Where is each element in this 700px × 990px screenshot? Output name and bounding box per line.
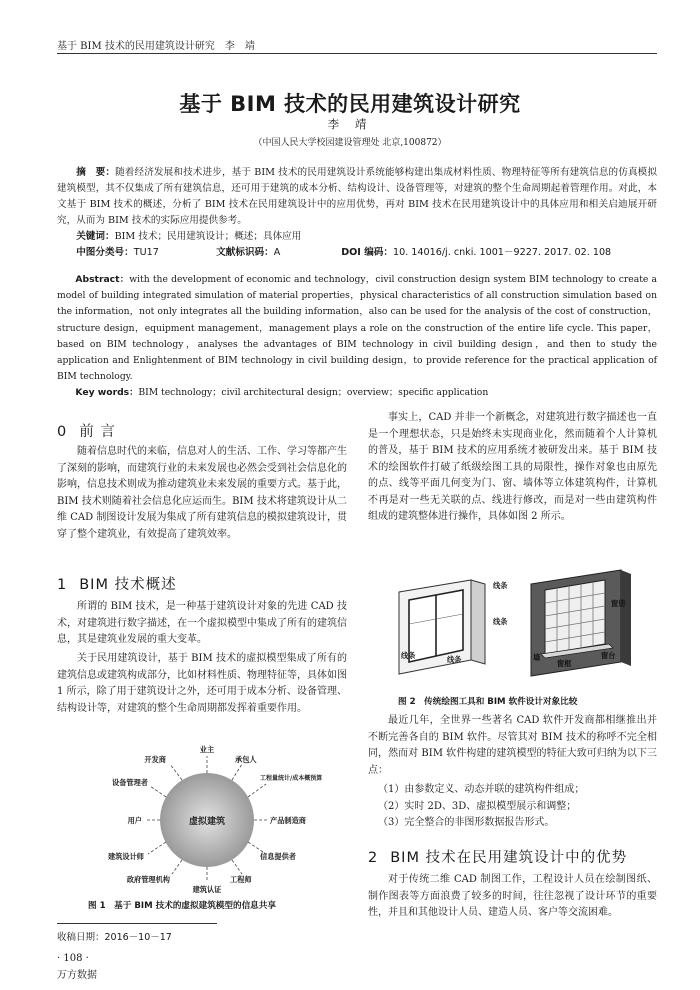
right-paragraph-1: 事实上，CAD 并非一个新概念，对建筑进行数字描述也一直是一个理想状态，只是始终未实现商业化，然而随着个人计算机的普及，基于 BIM 技术的应用系统才被研发出来。基于 BIM 技术的绘图软件打破了纸级绘图工具的局限性，操作对象也由原先的点、线等平面几何变为门、窗、墙体等立体建筑构件，计算机不再是对一些无关联的点、线进行修改，而是对一些由建筑构件组成的建筑整体进行操作，具体如图 2 所示。	[368, 412, 657, 522]
fig2-label-window-sash: 窗册	[611, 599, 626, 608]
fig2-label-wall: 墙	[533, 653, 541, 662]
feature-list	[368, 782, 667, 832]
feature-list-item-2: （2）实时 2D、3D、虚拟模型展示和调整；	[378, 800, 577, 812]
keywords-en-label: Key words：	[75, 387, 139, 399]
page-number: · 108 ·	[57, 953, 89, 964]
section-2-title: BIM 技术在民用建筑设计中的优势	[390, 850, 628, 866]
node-facility-manager: 设备管理者	[112, 778, 148, 787]
figure-2-caption: 图 2 传统绘图工具和 BIM 软件设计对象比较	[398, 697, 578, 707]
node-architect: 建筑设计师	[108, 852, 144, 861]
keywords-en: BIM technology；civil architectural design；overview；specific application	[138, 387, 489, 399]
keywords-cn: BIM 技术；民用建筑设计；概述；具体应用	[114, 231, 302, 242]
section-0-paragraph: 随着信息时代的来临，信息对人的生活、工作、学习等都产生了深刻的影响，而建筑行业的未来发展也必然会受到社会信息化的影响，信息技术则成为推动建筑业未来发展的重要方式。基于此，BIM 技术则随着社会信息化应运而生。BIM 技术将建筑设计从二维 CAD 制图设计发展为集成了所有建筑信息的模拟建筑设计，贯穿了整个建筑业，有效提高了建筑效率。	[57, 446, 347, 540]
node-manufacturer: 产品制造商	[270, 816, 306, 825]
fig2-label-line-3: 线条	[401, 651, 416, 660]
section-1-title: BIM 技术概述	[79, 577, 177, 593]
section-1-paragraph-1: 所谓的 BIM 技术，是一种基于建筑设计对象的先进 CAD 技术，对建筑进行数字描述，在一个虚拟模型中集成了所有的建筑信息，其是建筑业发展的重大变革。	[57, 601, 347, 645]
node-user: 用户	[127, 816, 142, 825]
bim-wall-object	[531, 570, 631, 676]
doi-value: 10. 14016/j. cnki. 1001－9227. 2017. 02. 108	[393, 247, 612, 258]
fig2-label-line-4: 线条	[447, 655, 462, 664]
section-0-heading	[57, 420, 347, 441]
feature-list-item-1: （1）由参数定义、动态并联的建筑构件组成；	[378, 784, 585, 795]
figure-1-center-label: 虚拟建筑	[188, 817, 226, 827]
abstract-cn	[57, 165, 657, 261]
feature-list-item-3: （3）完全整合的非图形数据报告形式。	[378, 817, 555, 828]
abstract-en-text: with the development of economic and technology，civil construction design system BIM technology to create a model of building integrated simulation of material properties，physical characteristics of all construction simulation based on the information，not only integrates all the building information，also can be used for the analysis of the cost of construction，structure design，equipment management，management plays a role on the construction of the entire life cycle. This paper，based on BIM technology，analyses the advantages of BIM technology in civil building design，and then to study the application and Enlightenment of BIM technology in civil building design，to provide reference for the practical application of BIM technology.	[57, 274, 657, 383]
node-contractor: 承包人	[235, 755, 257, 764]
keywords-cn-label: 关键词：	[76, 231, 115, 242]
fig2-label-line-1: 线条	[493, 581, 508, 590]
abstract-en	[57, 272, 657, 402]
section-0-title: 前 言	[79, 424, 116, 440]
clc-value: TU17	[133, 247, 159, 258]
author: 李 靖	[327, 117, 373, 131]
section-2-number: 2	[368, 850, 379, 866]
node-certification: 建筑认证	[192, 885, 222, 894]
fig2-label-window-frame: 窗框	[557, 659, 572, 668]
section-2-paragraph: 对于传统二维 CAD 制图工作，工程设计人员在绘制图纸、制作图表等方面浪费了较多的时间，往往忽视了设计环节的重要性，并且和其他设计人员、建造人员、客户等交流困难。	[368, 874, 657, 918]
fig2-label-window-sill: 窗台	[601, 651, 616, 660]
abstract-en-label: Abstract：	[75, 274, 130, 285]
section-1-number: 1	[57, 577, 68, 593]
node-government: 政府管理机构	[126, 875, 170, 884]
node-info-provider: 信息提供者	[260, 852, 296, 861]
doi-label: DOI 编码：	[341, 247, 393, 258]
fig2-label-line-2: 线条	[493, 617, 508, 626]
figure-1-diagram	[80, 742, 330, 907]
running-header: 基于 BIM 技术的民用建筑设计研究 李 靖	[57, 41, 255, 52]
right-paragraph-2: 最近几年，全世界一些著名 CAD 软件开发商都相继推出并不断完善各自的 BIM 软件。尽管其对 BIM 技术的称呼不完全相同，然而对 BIM 软件构建的建筑模型的特征大致可归纳为以下三点：	[368, 715, 657, 776]
node-owner: 业主	[199, 745, 215, 754]
section-1-heading	[57, 573, 347, 594]
doc-label: 文献标识码：	[216, 247, 274, 258]
node-developer: 开发商	[144, 755, 166, 764]
section-0-number: 0	[57, 424, 68, 440]
doc-value: A	[273, 247, 281, 258]
figure-2-diagram	[385, 566, 643, 684]
footnote-rule	[57, 923, 217, 924]
section-2-heading	[368, 846, 657, 867]
clc-label: 中图分类号：	[76, 247, 134, 258]
abstract-cn-text: 随着经济发展和技术进步，基于 BIM 技术的民用建筑设计系统能够构建出集成材料性质、物理特征等所有建筑信息的仿真模拟建筑模型，其不仅集成了所有建筑信息，还可用于建筑的成本分析、结构设计、设备管理等，对建筑的整个生命周期起着管理作用。对此，本文基于 BIM 技术的概述，分析了 BIM 技术在民用建筑设计中的应用优势，再对 BIM 技术在民用建筑设计中的具体应用和相关启迪展开研究，从而为 BIM 技术的实际应用提供参考。	[57, 167, 657, 226]
section-1-paragraph-2: 关于民用建筑设计，基于 BIM 技术的虚拟模型集成了所有的建筑信息或建筑构成部分，比如材料性质、物理特征等，具体如图 1 所示，除了用于建筑设计之外，还可用于成本分析、设备管理、结构设计等，对建筑的整个生命周期都发挥着重要作用。	[57, 653, 347, 714]
paper-title: 基于 BIM 技术的民用建筑设计研究	[179, 92, 521, 116]
abstract-cn-label: 摘 要：	[76, 167, 116, 178]
received-date: 收稿日期：2016－10－17	[57, 932, 172, 943]
node-cost-stats: 工程量统计/成本概预算	[260, 775, 323, 782]
affiliation: （中国人民大学校园建设管理处 北京,100872）	[253, 138, 447, 148]
node-engineer: 工程师	[230, 875, 252, 884]
figure-1-caption: 图 1 基于 BIM 技术的虚拟建筑模型的信息共享	[88, 901, 276, 911]
header-rule	[57, 53, 657, 54]
wanfang-watermark: 万方数据	[57, 970, 97, 981]
